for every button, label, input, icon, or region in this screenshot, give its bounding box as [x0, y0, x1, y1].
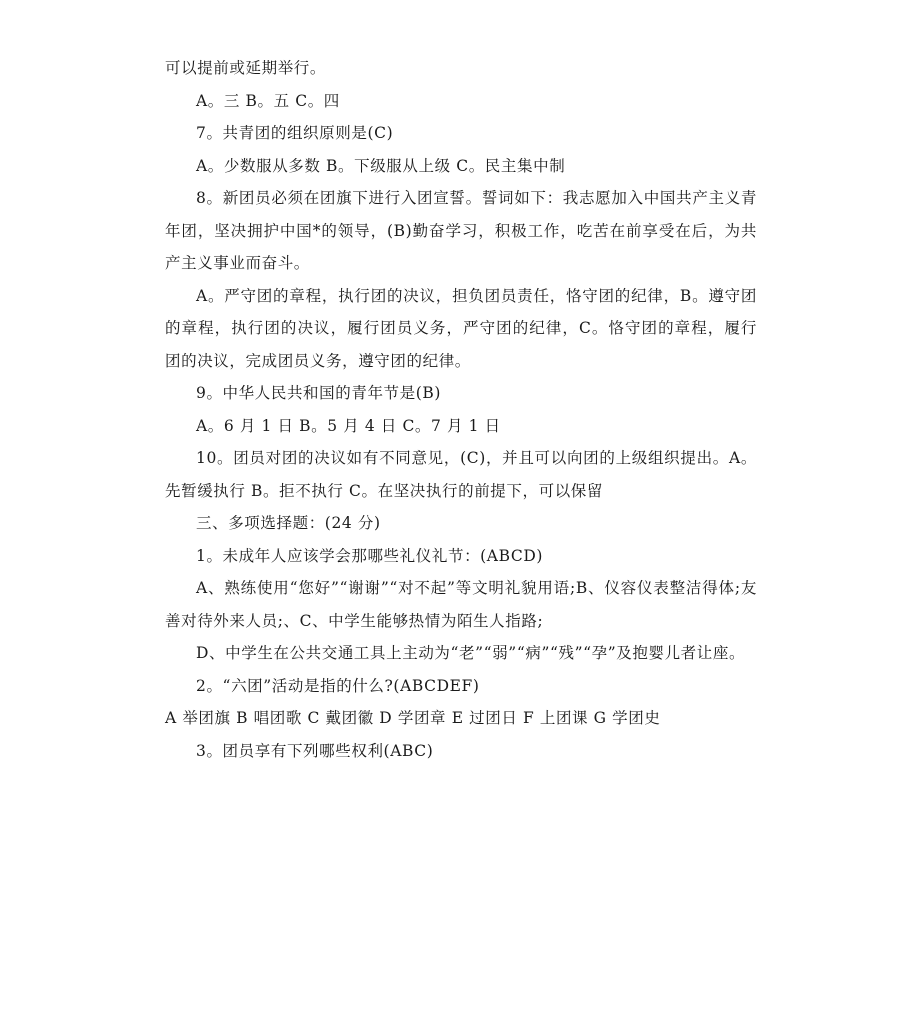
paragraph-continuation: 可以提前或延期举行。 — [165, 59, 327, 77]
section-heading-multiple-choice: 三、多项选择题：(24 分) — [196, 514, 381, 532]
q6-options: A。三 B。五 C。四 — [196, 91, 340, 110]
q7-options: A。少数服从多数 B。下级服从上级 C。民主集中制 — [196, 156, 566, 175]
mc2-question: 2。“六团”活动是指的什么?(ABCDEF) — [196, 676, 480, 695]
document-body — [165, 52, 757, 767]
mc1-question: 1。未成年人应该学会那哪些礼仪礼节：(ABCD) — [196, 546, 544, 565]
q10-question: 10。团员对团的决议如有不同意见，(C)，并且可以向团的上级组织提出。A。先暂缓执行 B。拒不执行 C。在坚决执行的前提下，可以保留 — [165, 449, 757, 500]
mc3-question: 3。团员享有下列哪些权利(ABC) — [196, 741, 434, 760]
q9-options: A。6 月 1 日 B。5 月 4 日 C。7 月 1 日 — [196, 416, 501, 435]
q8-question: 8。新团员必须在团旗下进行入团宣誓。誓词如下：我志愿加入中国共产主义青年团，坚决拥护中国*的领导，(B)勤奋学习，积极工作，吃苦在前享受在后，为共产主义事业而奋斗。 — [165, 189, 757, 272]
q9-question: 9。中华人民共和国的青年节是(B) — [196, 384, 442, 402]
q8-options: A。严守团的章程，执行团的决议，担负团员责任，恪守团的纪律，B。遵守团的章程，执行团的决议，履行团员义务，严守团的纪律，C。恪守团的章程，履行团的决议，完成团员义务，遵守团的纪律。 — [165, 286, 757, 370]
mc1-option-d: D、中学生在公共交通工具上主动为“老”“弱”“病”“残”“孕”及抱婴儿者让座。 — [196, 644, 746, 662]
mc2-options: A 举团旗 B 唱团歌 C 戴团徽 D 学团章 E 过团日 F 上团课 G 学团史 — [165, 709, 661, 727]
q7-question: 7。共青团的组织原则是(C) — [196, 124, 394, 142]
mc1-options-abc: A、熟练使用“您好”“谢谢”“对不起”等文明礼貌用语;B、仪容仪表整洁得体;友善对待外来人员;、C、中学生能够热情为陌生人指路; — [165, 579, 757, 630]
